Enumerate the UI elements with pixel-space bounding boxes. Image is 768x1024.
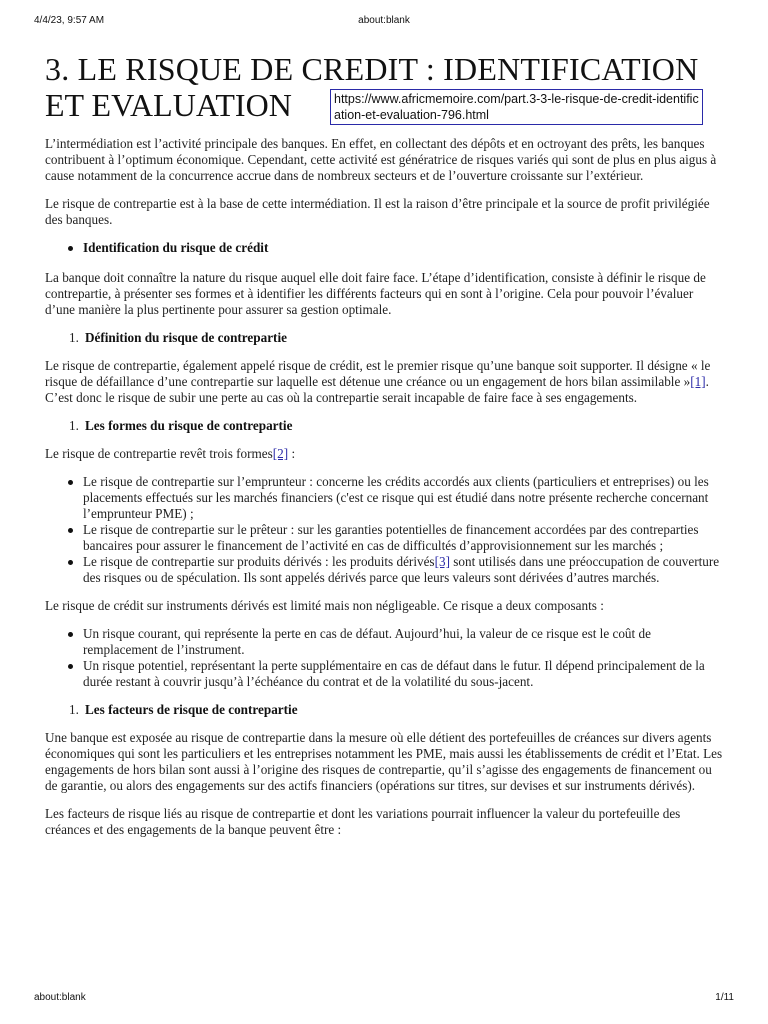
footnote-link-3[interactable]: [3] — [434, 554, 450, 569]
print-page-title: about:blank — [358, 15, 410, 26]
page-title-line2: ET EVALUATION — [45, 87, 292, 123]
list-item: Un risque potentiel, représentant la perte supplémentaire en cas de défaut dans le futur. Il dépend principalement de la durée restant à couvrir jusqu’à l’échéance du contrat et de la volatilité du sous-jacent. — [83, 658, 723, 690]
intro-paragraph-2: Le risque de contrepartie est à la base de cette intermédiation. Il est la raison d’être principale et la source de profit privilégiée des banques. — [45, 196, 710, 227]
item3-text-before: Le risque de contrepartie sur produits dérivés : les produits dérivés — [83, 554, 435, 569]
definition-paragraph — [45, 358, 723, 406]
facteurs-paragraph: Une banque est exposée au risque de contrepartie dans la mesure où elle détient des portefeuilles de créances sur divers agents économiques qui sont les particuliers et les entreprises notamment les PME, mais aussi les établissements de crédit et l’Etat. Les engagements de hors bilan sont aussi à l’origine des risques de contrepartie, qu’il s’agisse des engagements de financement ou de garantie, ou alors des engagements sur des actifs financiers (opérations sur titres, sur devises et sur instruments dérivés). — [45, 730, 723, 793]
title-block — [45, 52, 723, 124]
list-item — [83, 554, 723, 586]
formes-heading-text: Les formes du risque de contrepartie — [85, 418, 293, 433]
footnote-link-1[interactable]: [1] — [690, 374, 706, 389]
document-body — [45, 52, 723, 850]
derives-paragraph: Le risque de crédit sur instruments dérivés est limité mais non négligeable. Ce risque a deux composants : — [45, 598, 604, 613]
formes-heading — [45, 418, 723, 434]
item3-text-after: sont utilisés dans une préoccupation de couverture des risques ou de spéculation. Ils sont appelés dérivés parce que leurs valeurs sont dérivées d’autres marchés. — [83, 554, 720, 585]
definition-text-after: . C’est donc le risque de subir une perte au cas où la contrepartie serait incapable de faire face à ses engagements. — [45, 374, 709, 405]
formes-list — [45, 474, 723, 586]
page-number: 1/11 — [715, 992, 734, 1003]
print-datetime: 4/4/23, 9:57 AM — [34, 15, 105, 26]
definition-heading — [45, 330, 723, 346]
facteurs-paragraph-2: Les facteurs de risque liés au risque de contrepartie et dont les variations pourrait influencer la valeur du portefeuille des créances et des engagements de la banque peuvent être : — [45, 806, 681, 837]
definition-text-before: Le risque de contrepartie, également appelé risque de crédit, est le premier risque qu’une banque soit supporter. Il désigne « le risque de défaillance d’une contrepartie sur laquelle est détenue une créance ou un engagement de hors bilan assimilable » — [45, 358, 711, 389]
formes-intro-colon: : — [288, 446, 296, 461]
definition-number: 1. — [69, 330, 79, 345]
facteurs-number: 1. — [69, 702, 79, 717]
intro-paragraph-1: L’intermédiation est l’activité principale des banques. En effet, en collectant des dépôts et en octroyant des prêts, les banques contribuent à l’optimum économique. Cependant, cette activité est génératrice de risques variés qui sont de plus en plus aigus à cause notamment de la concurrence accrue dans de nombreux secteurs et de l’ouverture croissante sur l’extérieur. — [45, 136, 717, 183]
facteurs-heading-text: Les facteurs de risque de contrepartie — [85, 702, 298, 717]
formes-intro — [45, 446, 723, 462]
identification-paragraph: La banque doit connaître la nature du risque auquel elle doit faire face. L’étape d’identification, consiste à définir le risque de contrepartie, à présenter ses formes et à identifier les différents facteurs qui en sont à l’origine. Cela pour pouvoir l’évaluer d’une manière la plus pertinente pour assurer sa gestion optimale. — [45, 270, 706, 317]
print-footer — [0, 992, 768, 1008]
identification-heading: Identification du risque de crédit — [45, 240, 723, 256]
components-list — [45, 626, 723, 690]
source-url-link[interactable]: https://www.africmemoire.com/part.3-3-le-risque-de-credit-identification-et-evaluation-796.html — [330, 89, 703, 125]
facteurs-heading — [45, 702, 723, 718]
list-item: Le risque de contrepartie sur le prêteur : sur les garanties potentielles de financement accordées par des contreparties bancaires pour assurer le financement de l’activité en cas de difficultés d’approvisionnement sur les marchés ; — [83, 522, 723, 554]
footnote-link-2[interactable]: [2] — [272, 446, 289, 461]
list-item: Un risque courant, qui représente la perte en cas de défaut. Aujourd’hui, la valeur de ce risque est le coût de remplacement de l’instrument. — [83, 626, 723, 658]
definition-heading-text: Définition du risque de contrepartie — [85, 330, 287, 345]
formes-number: 1. — [69, 418, 79, 433]
page-title-line1: 3. LE RISQUE DE CREDIT : IDENTIFICATION — [45, 51, 699, 87]
list-item: Le risque de contrepartie sur l’emprunteur : concerne les crédits accordés aux clients (particuliers et entreprises) ou les placements effectués sur les marchés financiers (c'est ce risque qui est étudié dans notre présente recherche concernant l’emprunteur PME) ; — [83, 474, 723, 522]
formes-intro-text: Le risque de contrepartie revêt trois formes — [45, 446, 273, 461]
print-footer-url: about:blank — [34, 992, 86, 1003]
print-header — [0, 15, 768, 31]
